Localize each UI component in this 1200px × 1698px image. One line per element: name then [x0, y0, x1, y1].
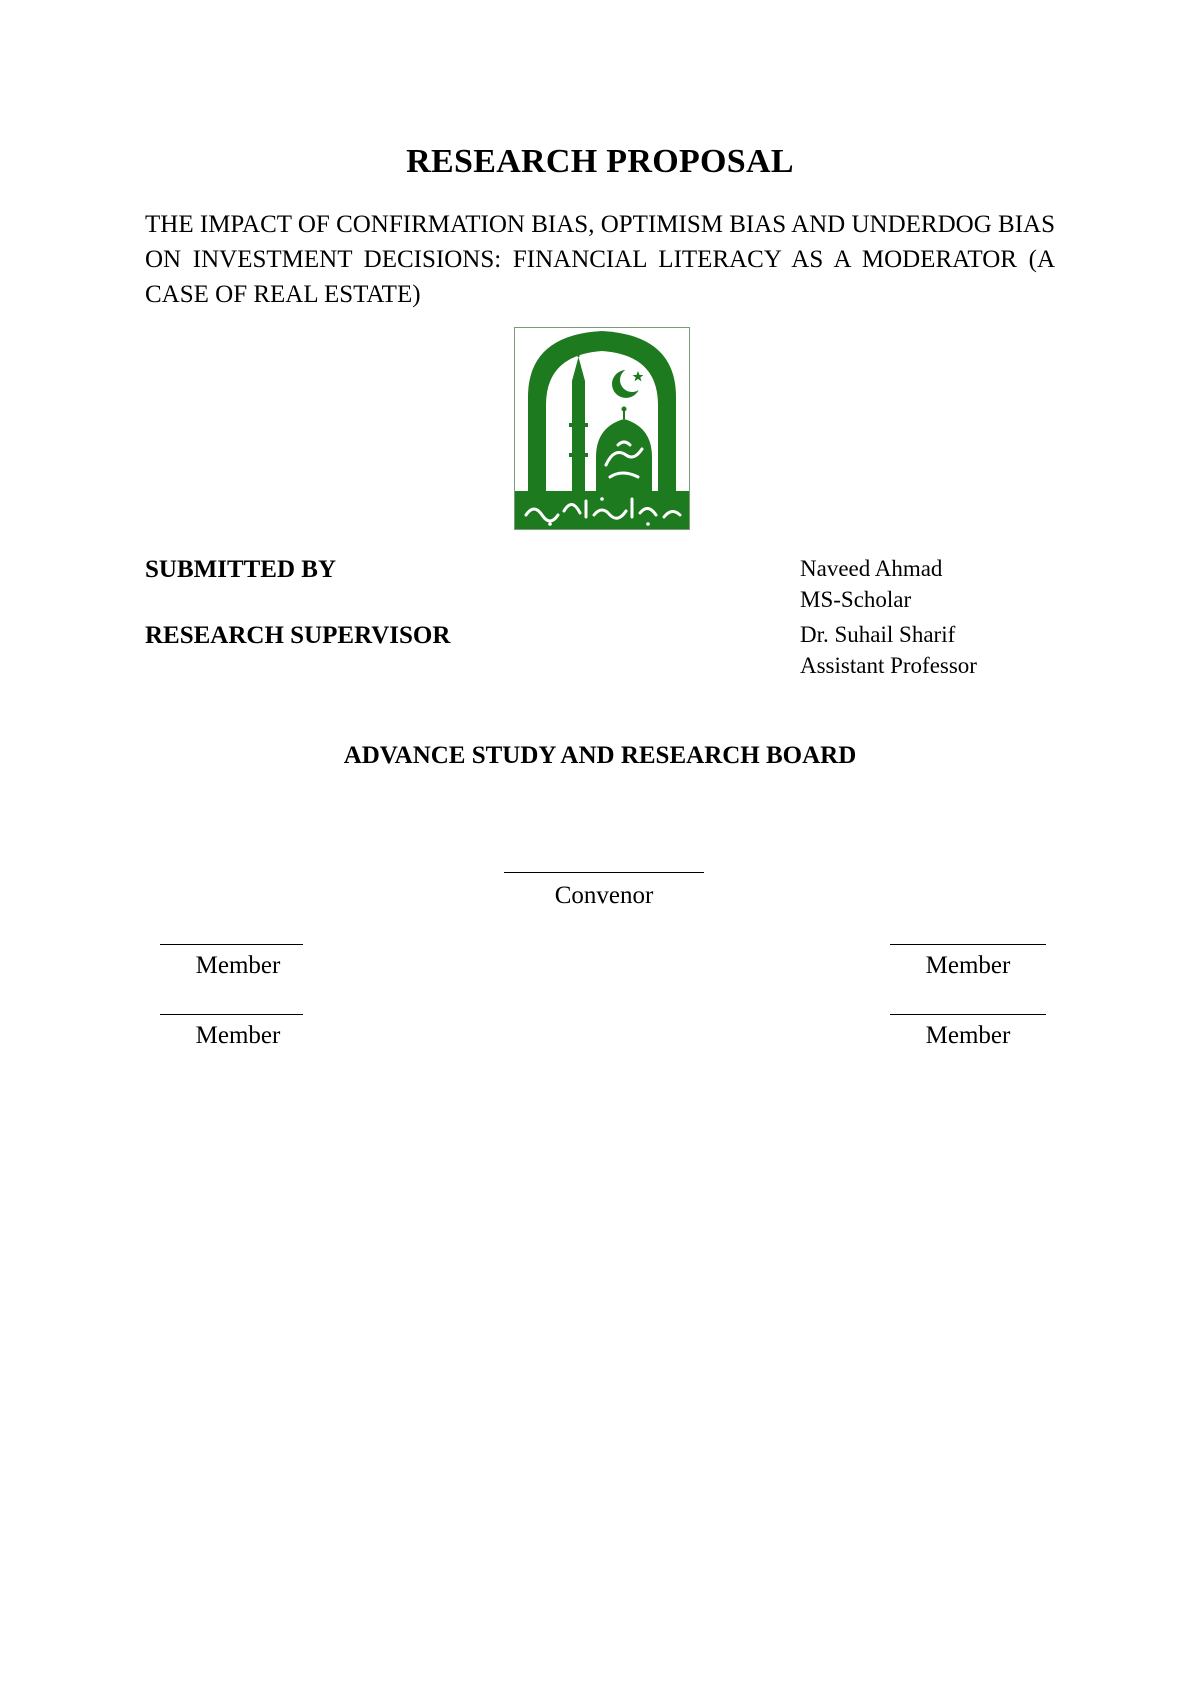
supervisor-role: Assistant Professor [800, 653, 977, 678]
university-crest-icon [514, 327, 690, 530]
member-label: Member [195, 952, 281, 979]
member-signature-line [160, 1014, 303, 1015]
research-supervisor-label: RESEARCH SUPERVISOR [145, 622, 451, 649]
document-title: RESEARCH PROPOSAL [406, 143, 794, 180]
convenor-label: Convenor [554, 882, 654, 909]
student-role: MS-Scholar [800, 587, 912, 612]
supervisor-name: Dr. Suhail Sharif [800, 622, 956, 647]
member-signature-line [890, 1014, 1046, 1015]
member-signature-line [160, 944, 303, 945]
member-label: Member [195, 1022, 281, 1049]
student-name: Naveed Ahmad [800, 556, 943, 581]
submitted-by-label: SUBMITTED BY [145, 556, 337, 583]
board-heading: ADVANCE STUDY AND RESEARCH BOARD [343, 742, 857, 769]
member-signature-line [890, 944, 1046, 945]
member-label: Member [925, 952, 1011, 979]
member-label: Member [925, 1022, 1011, 1049]
proposal-topic: THE IMPACT OF CONFIRMATION BIAS, OPTIMISM BIAS AND UNDERDOG BIAS ON INVESTMENT DECISIONS: FINANCIAL LITERACY AS A MODERATOR (A CASE OF REAL ESTATE) [145, 211, 1055, 308]
convenor-signature-line [504, 872, 704, 873]
